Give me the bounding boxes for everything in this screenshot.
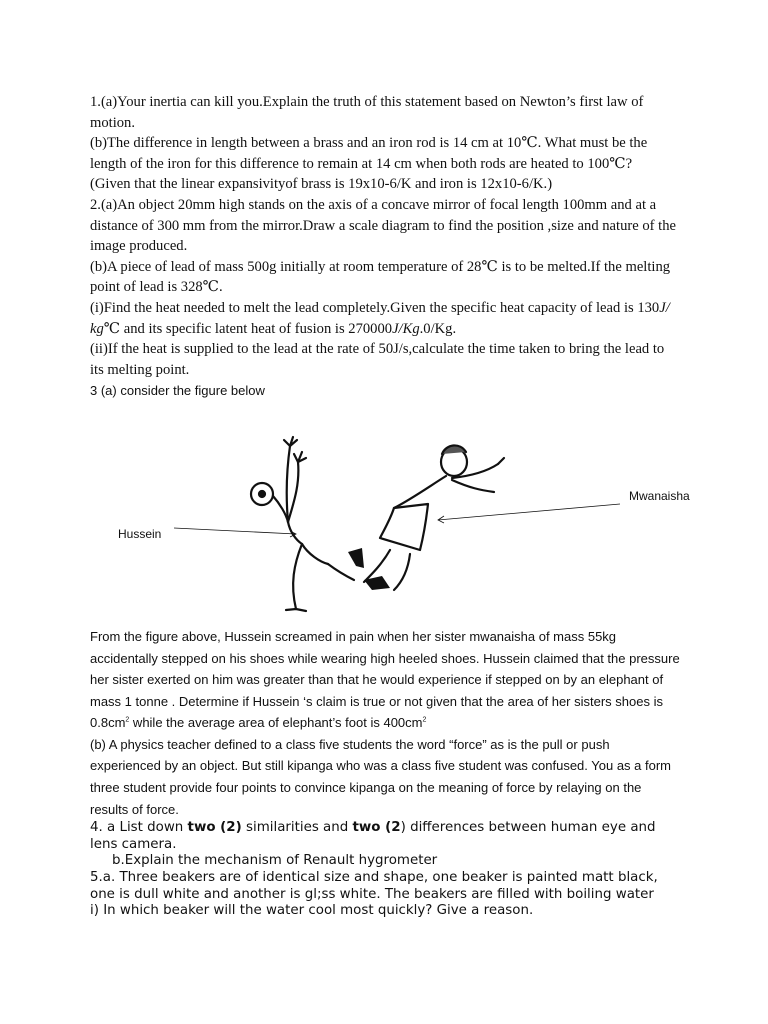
question-1b: (b)The difference in length between a brass and an iron rod is 14 cm at 10℃. What must be the length of the iron for this difference to remain at 14 cm when both rods are heated to 100℃?: [90, 135, 648, 172]
superscript-2b: 2: [422, 716, 427, 724]
question-2: [90, 195, 680, 380]
question-3: [90, 380, 690, 820]
question-4a-post: ) differences between human eye and lens camera.: [90, 820, 656, 852]
unit-j-per-kg: J/ kg: [90, 299, 670, 337]
unit-j-per-kg-2: J/Kg: [392, 320, 420, 337]
question-3a-text-1: From the figure above, Hussein screamed in pain when her sister mwanaisha of mass 55kg accidentally stepped on his shoes while wearing high heeled shoes. Hussein claimed that the pressure her sister exerted on him was greater than that he would experience if stepped on by an elephant of mass 1 tonne . Determine if Hussein ‘s claim is true or not given that the area of her sisters shoes is 0.8cm: [90, 628, 680, 731]
figure-hussein-mwanaisha: [90, 404, 690, 626]
question-2b-i-pre: (i)Find the heat needed to melt the lead completely.Given the specific heat capacity of lead is 130: [90, 299, 660, 316]
question-2a: 2.(a)An object 20mm high stands on the axis of a concave mirror of focal length 100mm and at a distance of 300 mm from the mirror.Draw a scale diagram to find the position ,size and nature of the image produced.: [90, 196, 677, 255]
question-4a: [90, 820, 680, 853]
question-3a: [90, 626, 680, 734]
label-hussein: Hussein: [118, 526, 162, 541]
label-mwanaisha: Mwanaisha: [629, 488, 690, 503]
question-4a-pre: 4. a List down: [90, 820, 188, 836]
document-page: [90, 92, 690, 920]
question-2b-i-post: .0/Kg.: [419, 320, 457, 337]
figure-drawing: [90, 404, 690, 626]
question-2b-ii: (ii)If the heat is supplied to the lead at the rate of 50J/s,calculate the time taken to bring the lead to its melting point.: [90, 341, 665, 378]
question-2b: (b)A piece of lead of mass 500g initially at room temperature of 28℃ is to be melted.If the melting point of lead is 328℃.: [90, 258, 671, 296]
hussein-figure: [251, 437, 354, 611]
question-4b: b.Explain the mechanism of Renault hygrometer: [112, 853, 438, 869]
question-1b-note: (Given that the linear expansivityof brass is 19x10-6/K and iron is 12x10-6/K.): [90, 176, 553, 193]
mwanaisha-figure: [364, 445, 504, 590]
question-4a-bold-2: two (2: [352, 820, 401, 836]
question-2b-i: [90, 298, 680, 339]
question-5: [90, 870, 680, 920]
superscript-2: 2: [125, 716, 130, 724]
question-5a-i: i) In which beaker will the water cool most quickly? Give a reason.: [90, 903, 534, 919]
question-3a-text-2: while the average area of elephant’s foot is 400cm: [129, 715, 423, 731]
question-2b-i-mid: ℃ and its specific latent heat of fusion is 270000: [103, 320, 393, 337]
hussein-pointer-line: [174, 528, 296, 534]
question-3b: (b) A physics teacher defined to a class five students the word “force” as is the pull or push experienced by an object. But still kipanga who was a class five student was confused. You as a form three student provide four points to convince kipanga on the meaning of force by relaying on the results of force.: [90, 736, 672, 817]
shoe-left: [348, 548, 364, 568]
question-1: [90, 92, 680, 195]
question-3-intro: 3 (a) consider the figure below: [90, 383, 265, 399]
question-5a: 5.a. Three beakers are of identical size and shape, one beaker is painted matt black, one is dull white and another is gl;ss white. The beakers are filled with boiling water: [90, 870, 658, 902]
question-4a-bold-1: two (2): [187, 820, 242, 836]
question-4: [90, 820, 680, 870]
question-4a-mid: similarities and: [241, 820, 353, 836]
question-1a: 1.(a)Your inertia can kill you.Explain the truth of this statement based on Newton’s first law of motion.: [90, 94, 644, 131]
mwanaisha-pointer-line: [438, 504, 620, 520]
